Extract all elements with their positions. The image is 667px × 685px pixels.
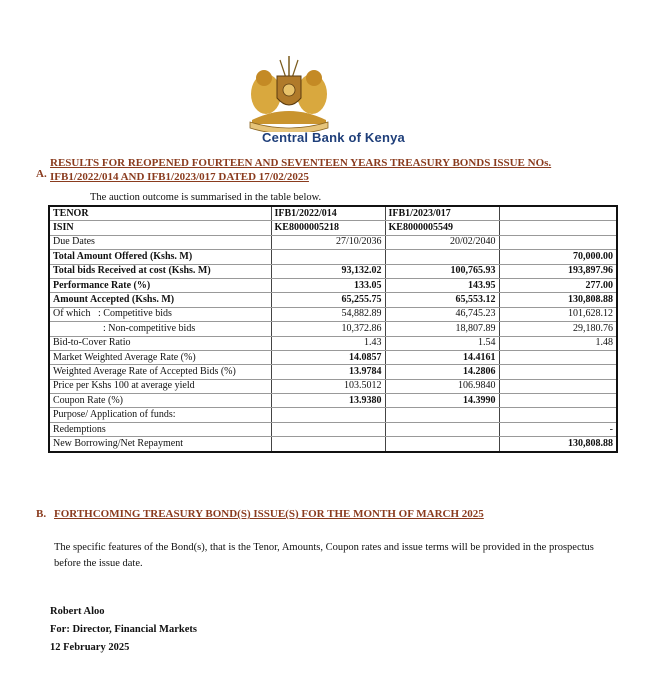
cell-total: 193,897.96	[499, 264, 617, 278]
auction-results-table	[48, 205, 618, 453]
row-label: New Borrowing/Net Repayment	[49, 437, 271, 452]
row-label: ISIN	[49, 221, 271, 235]
cell-ifb1-2023-017: 143.95	[385, 278, 499, 292]
table-row	[49, 322, 617, 336]
cell-ifb1-2022-014	[271, 437, 385, 452]
section-b-paragraph: The specific features of the Bond(s), that is the Tenor, Amounts, Coupon rates and issue terms will be provided in the prospectus before the issue date.	[54, 542, 594, 569]
row-label: Total Amount Offered (Kshs. M)	[49, 250, 271, 264]
bank-name: Central Bank of Kenya	[262, 130, 405, 145]
cell-ifb1-2023-017: 14.4161	[385, 350, 499, 364]
cell-ifb1-2023-017	[385, 408, 499, 422]
row-label: Due Dates	[49, 235, 271, 249]
cell-ifb1-2022-014: 133.05	[271, 278, 385, 292]
cell-total: 277.00	[499, 278, 617, 292]
section-b-letter: B.	[36, 508, 47, 520]
row-label: Redemptions	[49, 422, 271, 436]
cell-ifb1-2023-017: 20/02/2040	[385, 235, 499, 249]
cell-total	[499, 379, 617, 393]
cell-ifb1-2022-014: 10,372.86	[271, 322, 385, 336]
section-a-title-line1: RESULTS FOR REOPENED FOURTEEN AND SEVENTEEN YEARS TREASURY BONDS ISSUE NOs.	[50, 157, 552, 169]
cell-total	[499, 394, 617, 408]
cell-ifb1-2022-014: 1.43	[271, 336, 385, 350]
cell-ifb1-2023-017: 65,553.12	[385, 293, 499, 307]
row-label: Market Weighted Average Rate (%)	[49, 350, 271, 364]
table-row	[49, 278, 617, 292]
cell-ifb1-2022-014: 103.5012	[271, 379, 385, 393]
cell-ifb1-2022-014: 93,132.02	[271, 264, 385, 278]
cell-total: 101,628.12	[499, 307, 617, 321]
cell-total	[499, 235, 617, 249]
signatory-name: Robert Aloo	[50, 606, 105, 617]
row-label: Bid-to-Cover Ratio	[49, 336, 271, 350]
cell-total: 70,000.00	[499, 250, 617, 264]
cell-ifb1-2023-017	[385, 437, 499, 452]
cell-total: 130,808.88	[499, 293, 617, 307]
cell-ifb1-2023-017: 1.54	[385, 336, 499, 350]
table-row	[49, 221, 617, 235]
row-label: TENOR	[49, 206, 271, 221]
row-label: Purpose/ Application of funds:	[49, 408, 271, 422]
cell-ifb1-2023-017	[385, 250, 499, 264]
section-b-title: FORTHCOMING TREASURY BOND(S) ISSUE(S) FOR THE MONTH OF MARCH 2025	[54, 508, 484, 520]
table-row	[49, 350, 617, 364]
table-row	[49, 235, 617, 249]
cell-ifb1-2023-017: 100,765.93	[385, 264, 499, 278]
cell-total	[499, 221, 617, 235]
cell-ifb1-2022-014: 13.9380	[271, 394, 385, 408]
cell-ifb1-2022-014	[271, 422, 385, 436]
table-row	[49, 293, 617, 307]
cell-ifb1-2022-014: 14.0857	[271, 350, 385, 364]
table-row	[49, 365, 617, 379]
cell-ifb1-2022-014	[271, 250, 385, 264]
cell-ifb1-2022-014: 54,882.89	[271, 307, 385, 321]
row-label: Total bids Received at cost (Kshs. M)	[49, 264, 271, 278]
row-label: Weighted Average Rate of Accepted Bids (%)	[49, 365, 271, 379]
cell-ifb1-2022-014: KE8000005218	[271, 221, 385, 235]
section-a-intro: The auction outcome is summarised in the table below.	[90, 192, 322, 203]
row-label: Amount Accepted (Kshs. M)	[49, 293, 271, 307]
cell-ifb1-2022-014: 27/10/2036	[271, 235, 385, 249]
signatory-role: For: Director, Financial Markets	[50, 624, 197, 635]
cell-total	[499, 408, 617, 422]
cell-total: 1.48	[499, 336, 617, 350]
coat-of-arms-logo	[244, 54, 334, 132]
cell-ifb1-2023-017: 46,745.23	[385, 307, 499, 321]
cell-ifb1-2023-017: 14.2806	[385, 365, 499, 379]
table-row	[49, 422, 617, 436]
row-label: : Non-competitive bids	[49, 322, 271, 336]
section-a-letter: A.	[36, 168, 47, 180]
cell-ifb1-2023-017: 18,807.89	[385, 322, 499, 336]
row-label: Performance Rate (%)	[49, 278, 271, 292]
cell-total	[499, 206, 617, 221]
table-row	[49, 250, 617, 264]
cell-ifb1-2023-017	[385, 422, 499, 436]
table-row	[49, 394, 617, 408]
cell-ifb1-2022-014	[271, 408, 385, 422]
row-label: Coupon Rate (%)	[49, 394, 271, 408]
cell-ifb1-2023-017: 14.3990	[385, 394, 499, 408]
table-row	[49, 336, 617, 350]
cell-ifb1-2022-014: 65,255.75	[271, 293, 385, 307]
cell-total	[499, 365, 617, 379]
cell-ifb1-2022-014: IFB1/2022/014	[271, 206, 385, 221]
cell-total: 29,180.76	[499, 322, 617, 336]
table-row	[49, 437, 617, 452]
cell-total: 130,808.88	[499, 437, 617, 452]
cell-ifb1-2023-017: IFB1/2023/017	[385, 206, 499, 221]
row-label: Of which : Competitive bids	[49, 307, 271, 321]
section-a-title-line2: IFB1/2022/014 AND IFB1/2023/017 DATED 17/02/2025	[50, 171, 309, 183]
cell-ifb1-2022-014: 13.9784	[271, 365, 385, 379]
table-row	[49, 307, 617, 321]
cell-ifb1-2023-017: KE8000005549	[385, 221, 499, 235]
table-row	[49, 379, 617, 393]
cell-total: -	[499, 422, 617, 436]
cell-ifb1-2023-017: 106.9840	[385, 379, 499, 393]
table-row	[49, 264, 617, 278]
signature-date: 12 February 2025	[50, 642, 130, 653]
cell-total	[499, 350, 617, 364]
table-row	[49, 408, 617, 422]
table-row	[49, 206, 617, 221]
row-label: Price per Kshs 100 at average yield	[49, 379, 271, 393]
